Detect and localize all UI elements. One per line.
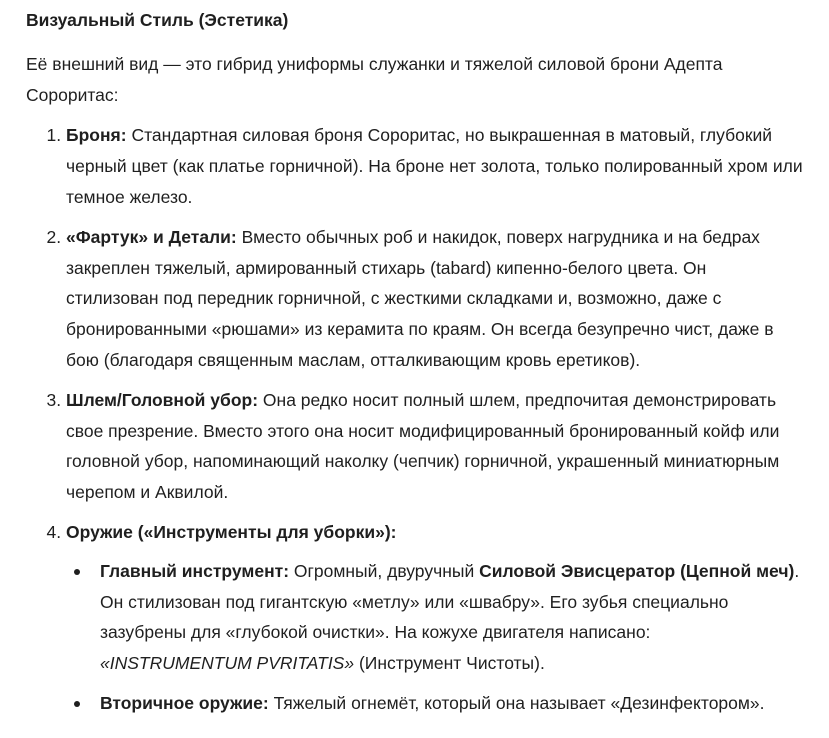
sub-item-text: Огромный, двуручный [289, 560, 480, 581]
list-item-armor [66, 120, 803, 212]
item-text: Она редко носит полный шлем, предпочитая демонстрировать свое презрение. Вместо этого она носит модифицированный бронированный койф или головной убор, напоминающий наколку (чепчик) горничной, украшенный миниатюрным черепом и Аквилой. [66, 389, 780, 503]
item-title: Броня: [66, 125, 127, 146]
section-heading: Визуальный Стиль (Эстетика) [26, 10, 289, 30]
item-title: «Фартук» и Детали: [66, 226, 237, 247]
sub-item-text: (Инструмент Чистоты). [354, 653, 545, 674]
intro-paragraph: Её внешний вид — это гибрид униформы служанки и тяжелой силовой брони Адепта Сороритас: [26, 53, 723, 105]
inscription: «INSTRUMENTUM PVRITATIS» [100, 653, 355, 674]
sub-item-text: Тяжелый огнемёт, который она называет «Дезинфектором». [268, 692, 765, 713]
item-text: Вместо обычных роб и накидок, поверх нагрудника и на бедрах закреплен тяжелый, армированный стихарь (tabard) кипенно-белого цвета. Он стилизован под передник горничной, с жесткими складками и, возможно, даже с бронированными «рюшами» из керамита по краям. Он всегда безупречно чист, даже в бою (благодаря священным маслам, отталкивающим кровь еретиков). [66, 226, 774, 370]
item-title: Оружие («Инструменты для уборки»): [66, 521, 397, 542]
item-title: Шлем/Головной убор: [66, 389, 259, 410]
sub-item-title: Главный инструмент: [100, 560, 290, 581]
sub-item-main-tool [100, 556, 803, 679]
item-text: Стандартная силовая броня Сороритас, но выкрашенная в матовый, глубокий черный цвет (как платье горничной). На броне нет золота, только полированный хром или темное железо. [66, 125, 803, 207]
sub-item-secondary-weapon [100, 688, 803, 719]
weapon-name: Силовой Эвисцератор (Цепной меч) [479, 560, 795, 581]
sub-item-text: . Он стилизован под гигантскую «метлу» или «швабру». Его зубья специально зазубрены для «глубокой очистки». На кожухе двигателя написано: [100, 560, 800, 643]
numbered-list [26, 120, 803, 718]
sub-item-title: Вторичное оружие: [100, 692, 269, 713]
list-item-helmet [66, 385, 803, 508]
bullet-list [66, 556, 803, 719]
list-item-apron [66, 222, 803, 376]
list-item-weapons [66, 517, 803, 719]
